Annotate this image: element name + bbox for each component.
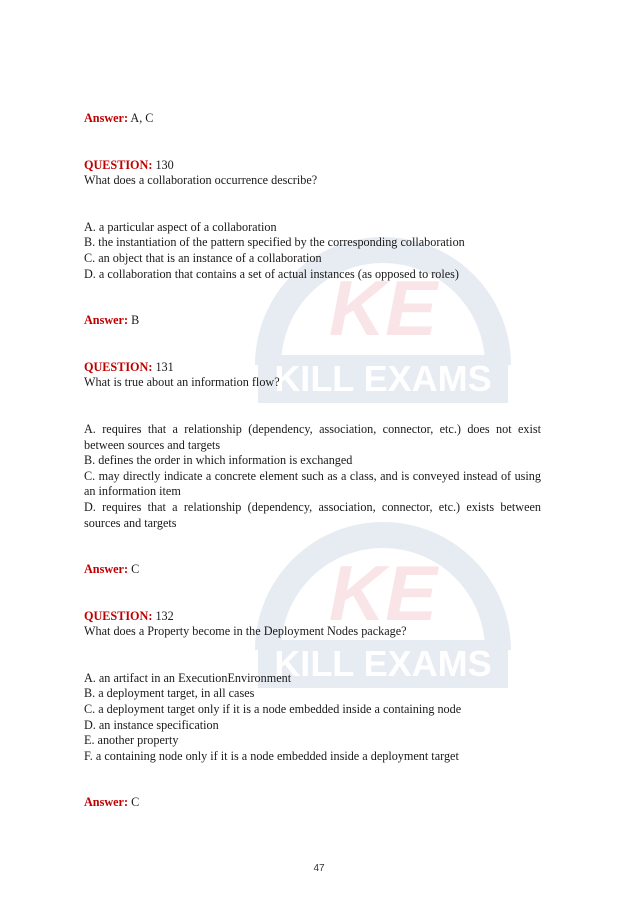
answer-value: C bbox=[128, 795, 140, 810]
svg-text:KE: KE bbox=[328, 549, 438, 637]
question-number: 132 bbox=[152, 608, 174, 623]
svg-text:KE: KE bbox=[328, 264, 438, 352]
page-content bbox=[84, 111, 541, 811]
answer-label: Answer: bbox=[84, 111, 129, 125]
answer-line bbox=[84, 313, 541, 329]
answer-value: B bbox=[128, 313, 140, 328]
answer-label: Answer: bbox=[84, 313, 129, 328]
question-label: QUESTION: bbox=[84, 157, 153, 172]
answer-option: B. the instantiation of the pattern specified by the corresponding collaboration bbox=[84, 235, 465, 250]
answer-option: C. may directly indicate a concrete element such as a class, and is conveyed instead of using an information item bbox=[84, 468, 541, 499]
answer-label: Answer: bbox=[84, 795, 129, 810]
answer-option: D. requires that a relationship (dependency, association, connector, etc.) exists between sources and targets bbox=[84, 499, 541, 530]
answer-option: A. an artifact in an ExecutionEnvironment bbox=[84, 670, 292, 685]
page-number: 47 bbox=[313, 863, 325, 874]
answer-value: C bbox=[128, 562, 140, 577]
answer-option: D. a collaboration that contains a set of actual instances (as opposed to roles) bbox=[84, 266, 459, 281]
answer-option: A. requires that a relationship (dependency, association, connector, etc.) does not exist between sources and targets bbox=[84, 421, 541, 452]
answer-option: E. another property bbox=[84, 733, 179, 748]
question-header bbox=[84, 609, 541, 625]
answer-value: A, C bbox=[128, 111, 154, 125]
question-header bbox=[84, 158, 541, 174]
answer-line bbox=[84, 111, 541, 127]
answer-option: C. an object that is an instance of a collaboration bbox=[84, 250, 322, 265]
answer-label: Answer: bbox=[84, 562, 129, 577]
question-text: What does a collaboration occurrence describe? bbox=[84, 173, 318, 188]
answer-option: B. defines the order in which information is exchanged bbox=[84, 453, 353, 468]
question-text: What does a Property become in the Deployment Nodes package? bbox=[84, 624, 407, 639]
answer-option: F. a containing node only if it is a node embedded inside a deployment target bbox=[84, 748, 459, 763]
question-number: 130 bbox=[152, 157, 174, 172]
svg-text:KILL EXAMS: KILL EXAMS bbox=[274, 358, 492, 399]
answer-option: A. a particular aspect of a collaboration bbox=[84, 219, 277, 234]
question-label: QUESTION: bbox=[84, 359, 153, 374]
answer-option: D. an instance specification bbox=[84, 717, 219, 732]
svg-text:KILL EXAMS: KILL EXAMS bbox=[274, 643, 492, 684]
answer-line bbox=[84, 562, 541, 578]
question-text: What is true about an information flow? bbox=[84, 375, 280, 390]
question-number: 131 bbox=[152, 359, 174, 374]
answer-option: C. a deployment target only if it is a node embedded inside a containing node bbox=[84, 702, 462, 717]
question-label: QUESTION: bbox=[84, 608, 153, 623]
answer-line bbox=[84, 795, 541, 811]
answer-option: B. a deployment target, in all cases bbox=[84, 686, 255, 701]
question-header bbox=[84, 360, 541, 376]
